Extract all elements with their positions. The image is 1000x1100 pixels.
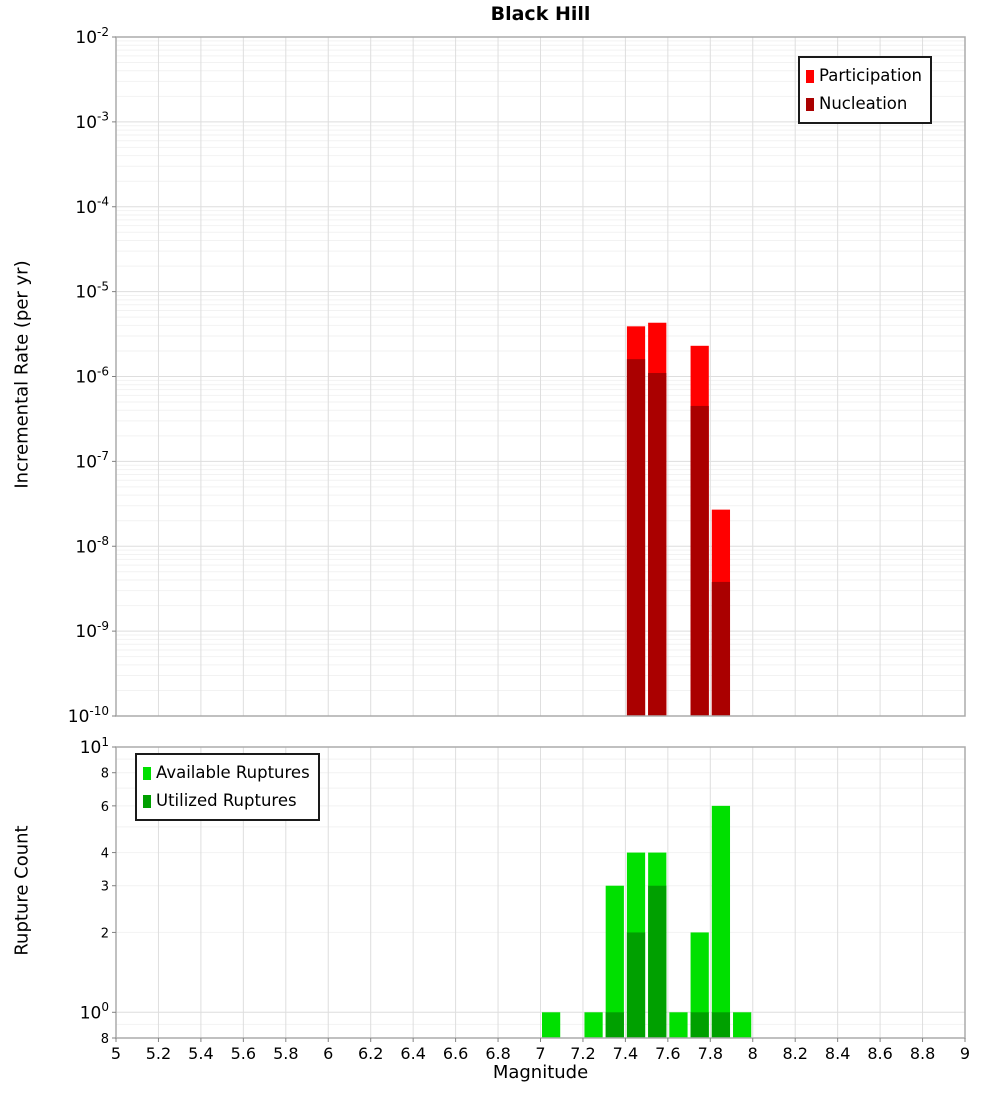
x-tick-label: 7.2 [570,1044,596,1063]
nucleation-swatch-icon [806,98,814,111]
y-tick-label: $10^{-2}$ [75,24,109,48]
chart-title: Black Hill [490,3,591,25]
x-tick-label: 6.8 [485,1044,511,1063]
y-tick-label: $10^{-6}$ [75,364,109,388]
utilized-bar [712,1012,730,1038]
legend-item-nucleation [806,90,922,118]
y-axis-label-count: Rupture Count [11,825,33,956]
utilized-bar [648,886,666,1038]
y-tick-label: $10^{-10}$ [67,703,109,727]
available-bar [712,806,730,1038]
nucleation-bar [691,406,709,716]
nucleation-bar [627,359,645,716]
legend-item-utilized [143,787,310,815]
y-tick-label: $10^{-4}$ [75,194,109,218]
legend-label-available: Available Ruptures [156,763,310,782]
legend-item-participation [806,62,922,90]
y-tick-label: 8 [100,1032,109,1047]
x-tick-label: 7 [535,1044,546,1063]
y-tick-label: 3 [100,879,109,895]
utilized-bar [606,1012,624,1038]
available-bar [669,1012,687,1038]
y-tick-label: 2 [100,926,109,942]
x-tick-label: 6 [323,1044,334,1063]
utilized-swatch-icon [143,795,151,808]
y-tick-label: 4 [100,846,109,862]
x-tick-label: 5.6 [230,1044,257,1063]
x-tick-label: 6.6 [442,1044,469,1063]
y-tick-label: $10^{-5}$ [75,279,109,303]
x-tick-label: 8.8 [909,1044,936,1063]
x-tick-label: 8.4 [824,1044,851,1063]
x-tick-label: 7.4 [612,1044,639,1063]
x-tick-label: 7.6 [655,1044,681,1063]
available-swatch-icon [143,767,151,780]
legend-label-participation: Participation [819,66,923,85]
x-tick-label: 7.8 [697,1044,724,1063]
participation-swatch-icon [806,70,814,83]
x-tick-label: 6.2 [357,1044,384,1063]
x-tick-label: 5 [110,1044,122,1063]
y-tick-label: $10^{-9}$ [75,618,109,643]
y-tick-label: $10^1$ [79,734,109,758]
x-tick-label: 5.8 [273,1044,299,1063]
available-bar [733,1012,751,1038]
legend-label-utilized: Utilized Ruptures [156,791,297,810]
legend-count [135,753,320,821]
x-tick-label: 9 [959,1044,971,1063]
y-tick-label: $10^{-3}$ [75,109,109,133]
nucleation-bar [712,582,730,716]
y-tick-label: $10^{-8}$ [75,534,109,558]
legend-label-nucleation: Nucleation [819,94,908,113]
y-axis-label-rate: Incremental Rate (per yr) [11,260,33,489]
available-bar [542,1012,560,1038]
y-tick-label: $10^{-7}$ [75,449,109,473]
legend-item-available [143,759,310,787]
x-tick-label: 8 [747,1044,758,1063]
legend-rate [798,56,932,124]
y-tick-label: 6 [100,799,109,815]
utilized-bar [627,932,645,1038]
x-tick-label: 5.4 [188,1044,214,1063]
available-bar [584,1012,602,1038]
x-tick-label: 8.6 [867,1044,893,1063]
x-tick-label: 6.4 [400,1044,426,1063]
y-tick-label: $10^0$ [79,1000,109,1024]
utilized-bar [691,1012,709,1038]
x-tick-label: 8.2 [782,1044,808,1063]
x-tick-label: 5.2 [145,1044,172,1063]
x-axis-label: Magnitude [492,1062,589,1083]
y-tick-label: 8 [100,766,109,782]
nucleation-bar [648,373,666,716]
